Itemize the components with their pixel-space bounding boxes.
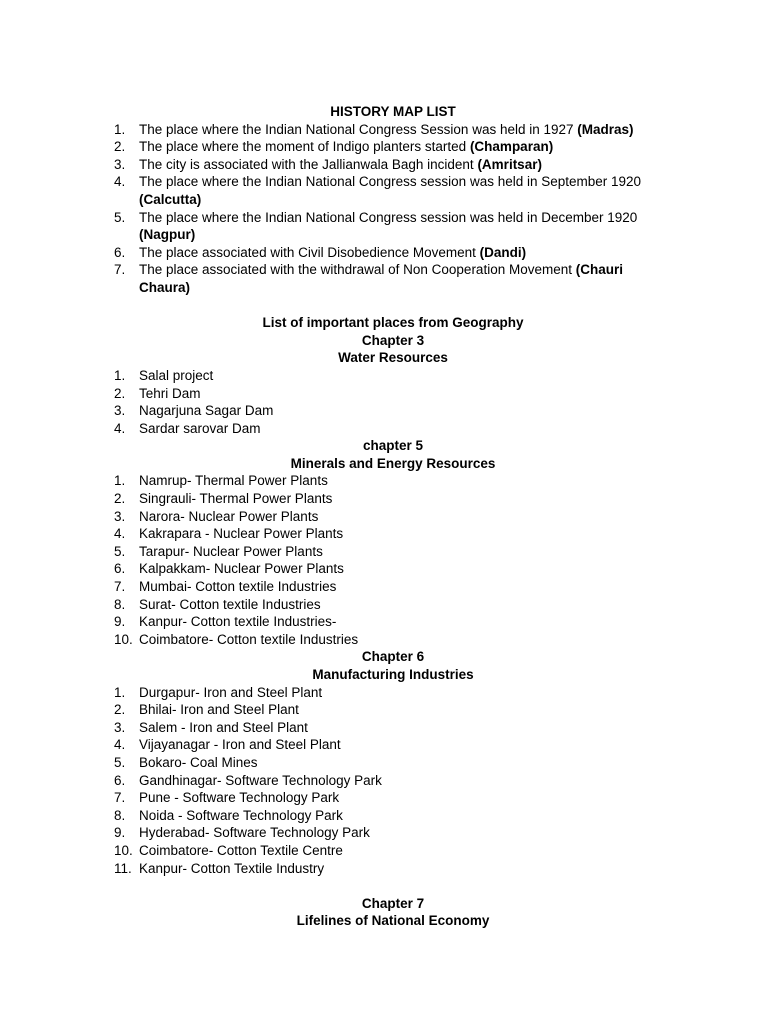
- chapter-7-heading: Chapter 7: [361, 895, 425, 911]
- list-item: 1. Salal project: [114, 367, 214, 383]
- list-item: 2. Bhilai- Iron and Steel Plant: [114, 702, 299, 718]
- chapter-3-subtitle: Water Resources: [338, 350, 448, 366]
- list-item: 3. Nagarjuna Sagar Dam: [114, 403, 274, 419]
- list-item: 4. Vijayanagar - Iron and Steel Plant: [114, 737, 341, 753]
- list-item: 6. Gandhinagar- Software Technology Park: [114, 772, 382, 788]
- history-title: HISTORY MAP LIST: [330, 104, 456, 119]
- list-item: 9. Kanpur- Cotton textile Industries-: [114, 614, 337, 630]
- list-item: 8. Noida - Software Technology Park: [114, 807, 343, 823]
- list-item: 4. Kakrapara - Nuclear Power Plants: [114, 526, 344, 542]
- list-item: 7. Mumbai- Cotton textile Industries: [114, 579, 337, 595]
- manufacturing-list: [114, 684, 674, 878]
- water-resources-list: [114, 367, 674, 437]
- spacer: [114, 877, 674, 895]
- list-item: 1. Namrup- Thermal Power Plants: [114, 473, 328, 489]
- list-item: 10. Coimbatore- Cotton Textile Centre: [114, 842, 343, 858]
- list-item: 5. Tarapur- Nuclear Power Plants: [114, 543, 323, 559]
- list-item: 3. The city is associated with the Jallianwala Bagh incident (Amritsar): [114, 156, 542, 172]
- list-item: 4. The place where the Indian National Congress session was held in September 1920 (Calcutta): [114, 174, 642, 207]
- chapter-7-subtitle: Lifelines of National Economy: [296, 913, 490, 929]
- list-item: 5. The place where the Indian National Congress session was held in December 1920 (Nagpur): [114, 209, 638, 243]
- list-item: 1. The place where the Indian National Congress Session was held in 1927 (Madras): [114, 121, 634, 137]
- list-item: 8. Surat- Cotton textile Industries: [114, 596, 321, 612]
- chapter-5-heading: chapter 5: [362, 438, 424, 454]
- minerals-energy-list: [114, 472, 674, 648]
- list-item: 3. Narora- Nuclear Power Plants: [114, 508, 319, 524]
- chapter-6-subtitle: Manufacturing Industries: [312, 667, 474, 682]
- history-list: [114, 121, 674, 297]
- list-item: 6. Kalpakkam- Nuclear Power Plants: [114, 561, 344, 577]
- list-item: 2. Tehri Dam: [114, 385, 201, 401]
- chapter-5-subtitle: Minerals and Energy Resources: [290, 455, 496, 471]
- list-item: 5. Bokaro- Coal Mines: [114, 754, 258, 770]
- list-item: 1. Durgapur- Iron and Steel Plant: [114, 684, 323, 700]
- list-item: 6. The place associated with Civil Disobedience Movement (Dandi): [114, 244, 527, 260]
- list-item: 10. Coimbatore- Cotton textile Industries: [114, 631, 359, 647]
- document-body: [114, 103, 674, 930]
- list-item: 7. Pune - Software Technology Park: [114, 790, 340, 806]
- chapter-3-heading: Chapter 3: [361, 332, 425, 348]
- list-item: 3. Salem - Iron and Steel Plant: [114, 719, 308, 735]
- list-item: 7. The place associated with the withdrawal of Non Cooperation Movement (Chauri Chaura): [114, 262, 623, 295]
- list-item: 9. Hyderabad- Software Technology Park: [114, 825, 370, 841]
- geography-title: List of important places from Geography: [262, 315, 524, 331]
- spacer: [114, 297, 674, 315]
- list-item: 2. Singrauli- Thermal Power Plants: [114, 491, 333, 507]
- list-item: 4. Sardar sarovar Dam: [114, 420, 261, 436]
- chapter-6-heading: Chapter 6: [361, 649, 425, 665]
- list-item: 11. Kanpur- Cotton Textile Industry: [114, 860, 325, 876]
- list-item: 2. The place where the moment of Indigo planters started (Champaran): [114, 139, 554, 155]
